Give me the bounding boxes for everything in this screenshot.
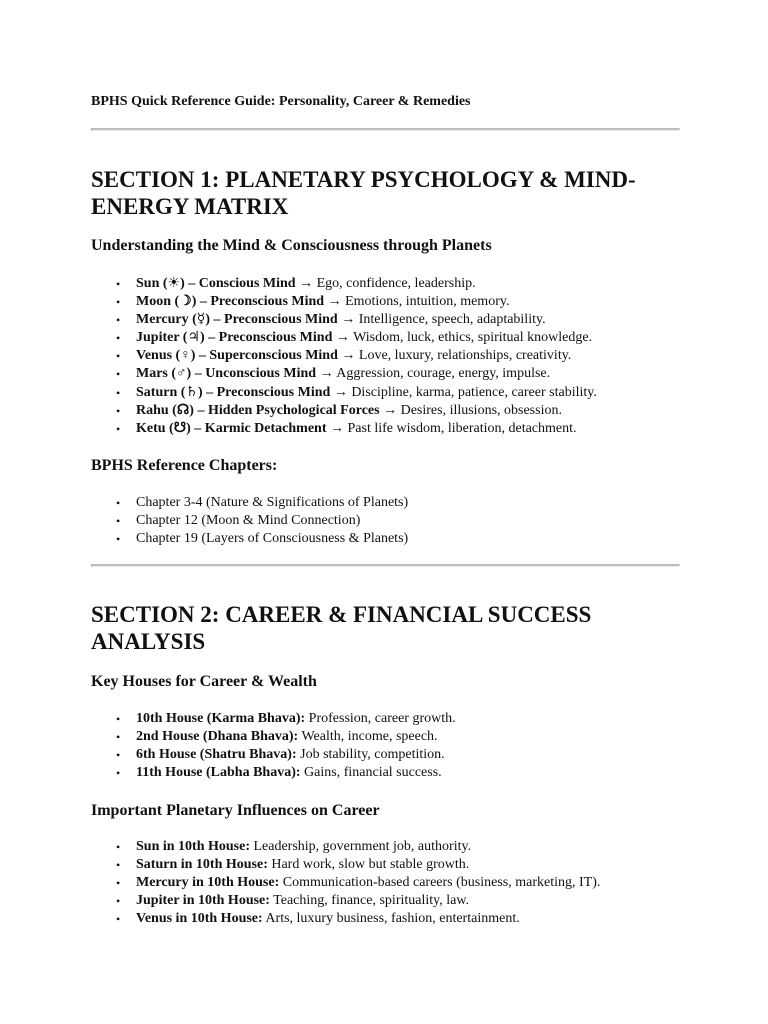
list-item: • Ketu (☋) – Karmic Detachment → Past life wisdom, liberation, detachment.: [91, 420, 597, 438]
houses-list: [91, 710, 456, 782]
list-item: • Chapter 19 (Layers of Consciousness & Planets): [91, 530, 408, 548]
reference-chapters-heading: BPHS Reference Chapters:: [91, 457, 278, 474]
list-item: • Chapter 12 (Moon & Mind Connection): [91, 512, 408, 530]
list-item: • 6th House (Shatru Bhava): Job stability, competition.: [91, 746, 456, 764]
list-item: • Sun in 10th House: Leadership, government job, authority.: [91, 838, 600, 856]
list-item: • 11th House (Labha Bhava): Gains, financial success.: [91, 764, 456, 782]
list-item: • Saturn in 10th House: Hard work, slow but stable growth.: [91, 856, 600, 874]
section-1-heading: SECTION 1: PLANETARY PSYCHOLOGY & MIND-ENERGY MATRIX: [91, 167, 636, 219]
list-item: • Mercury in 10th House: Communication-based careers (business, marketing, IT).: [91, 874, 600, 892]
list-item: • Mercury (☿) – Preconscious Mind → Intelligence, speech, adaptability.: [91, 311, 597, 329]
list-item: • Saturn (♄) – Preconscious Mind → Discipline, karma, patience, career stability.: [91, 384, 597, 402]
list-item: • Chapter 3-4 (Nature & Significations of Planets): [91, 494, 408, 512]
list-item: • Mars (♂) – Unconscious Mind → Aggression, courage, energy, impulse.: [91, 365, 597, 383]
list-item: • 10th House (Karma Bhava): Profession, career growth.: [91, 710, 456, 728]
planetary-influences-heading: Important Planetary Influences on Career: [91, 802, 380, 819]
chapter-list: [91, 494, 408, 548]
divider: [91, 564, 680, 567]
influences-list: [91, 838, 600, 928]
section-2-heading: SECTION 2: CAREER & FINANCIAL SUCCESS ANALYSIS: [91, 602, 592, 654]
planet-list: [91, 275, 597, 438]
document-title: BPHS Quick Reference Guide: Personality, Career & Remedies: [91, 94, 471, 109]
key-houses-heading: Key Houses for Career & Wealth: [91, 673, 317, 690]
list-item: • Jupiter in 10th House: Teaching, finance, spirituality, law.: [91, 892, 600, 910]
list-item: • Rahu (☊) – Hidden Psychological Forces → Desires, illusions, obsession.: [91, 402, 597, 420]
section-1-subheading: Understanding the Mind & Consciousness through Planets: [91, 237, 492, 254]
list-item: • Venus in 10th House: Arts, luxury business, fashion, entertainment.: [91, 910, 600, 928]
list-item: • 2nd House (Dhana Bhava): Wealth, income, speech.: [91, 728, 456, 746]
list-item: • Venus (♀) – Superconscious Mind → Love, luxury, relationships, creativity.: [91, 347, 597, 365]
list-item: • Jupiter (♃) – Preconscious Mind → Wisdom, luck, ethics, spiritual knowledge.: [91, 329, 597, 347]
list-item: • Moon (☽) – Preconscious Mind → Emotions, intuition, memory.: [91, 293, 597, 311]
divider: [91, 128, 680, 131]
list-item: • Sun (☀) – Conscious Mind → Ego, confidence, leadership.: [91, 275, 597, 293]
